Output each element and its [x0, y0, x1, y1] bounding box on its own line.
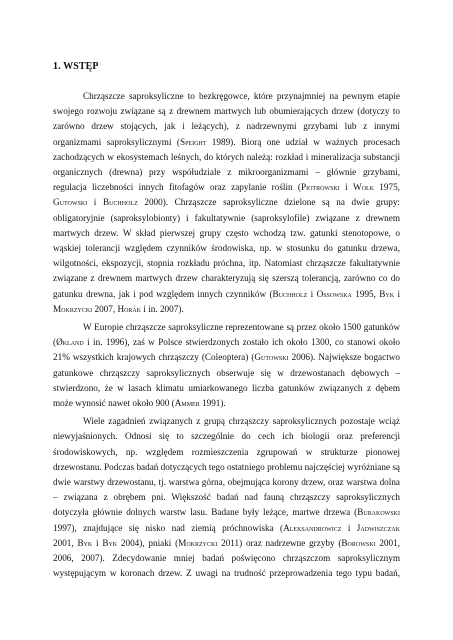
text-line: dotyczyła głównie dolnych warstw lasu. Badane były leżące, martwe drzewa (Burakowski	[53, 507, 400, 518]
text-line: organizmami saproksylicznymi (Speight 1989). Biorą one udział w ważnych procesach	[53, 136, 400, 147]
author-name: Wołk	[352, 182, 374, 193]
text-line: drzewostanu. Podczas badań dotyczących tego ostatniego problemu najczęściej wyróżniane są	[53, 461, 400, 472]
author-name: Mokrzycki	[178, 537, 218, 548]
author-name: Buchholz	[102, 197, 138, 208]
author-name: Byk	[77, 537, 93, 548]
text-line: organicznych (drewna) przy współudziale z mikroorganizmami – głównie grzybami,	[53, 167, 400, 177]
text-line: Wiele zagadnień związanych z grupą chrząszczy saproksylicznych pozostaje wciąż	[83, 416, 400, 427]
author-name: Byk	[102, 537, 118, 548]
text-line: gatunkowe chrząszczy saproksylicznych obserwuje się w drzewostanach dębowych –	[53, 367, 400, 378]
text-line: 21% wszystkich krajowych chrząszczy (Coleoptera) (Gutowski 2006). Największe bogactwo	[53, 352, 400, 363]
text-line: wilgotności, ekspozycji, stopnia rozkładu próchna, itp. Natomiast chrząszcze fakultatywnie	[53, 258, 400, 269]
author-name: Ossowska	[316, 288, 352, 299]
text-line: zarówno drzew stojących, jak i leżących), z nadrzewnymi grzybami lub z innymi	[53, 121, 400, 132]
text-line: niewyjaśnionych. Odnosi się to szczególnie do cech ich biologii oraz preferencji	[53, 431, 400, 442]
author-name: Buchholz	[272, 288, 308, 299]
text-line: stwierdzono, że w lasach klimatu umiarkowanego liczba gatunków związanych z dębem	[53, 382, 400, 393]
text-line: Gutowski i Buchholz 2000). Chrząszcze saproksyliczne dzielone są na dwie grupy:	[53, 197, 400, 208]
author-name: Økland	[56, 337, 84, 348]
text-line: może wynosić nawet około 900 (Ammer 1991).	[53, 398, 226, 408]
author-name: Ammer	[174, 398, 200, 408]
author-name: Aleksandrowicz	[283, 522, 342, 533]
text-line: środowiskowych, np. względem rozmieszczenia zgrupowań w strukturze pionowej	[53, 446, 400, 457]
text-line: Chrząszcze saproksyliczne to bezkręgowce, które przynajmniej na pewnym etapie	[83, 91, 400, 101]
text-line: związane z drewnem martwych drzew charakteryzują się szerszą tolerancją, zarówno co do	[53, 273, 400, 284]
author-name: Jadwiszczak	[356, 522, 400, 533]
text-line: – związana z obrębem pni. Większość badań nad fauną chrząszczy saproksylicznych	[53, 492, 400, 503]
text-line: regulacja liczebności innych fitofagów oraz zapylanie roślin (Piotrowski i Wołk 1975,	[53, 182, 400, 193]
text-line: Mokrzycki 2007, Horák i in. 2007).	[53, 303, 184, 314]
author-name: Borowski	[341, 537, 376, 548]
author-name: Burakowski	[357, 507, 400, 518]
text-line: 2006, 2007). Zdecydowanie mniej badań poświęcono chrząszczom saproksylicznym	[53, 553, 400, 563]
text-line: martwych drzew. W skład pierwszej grupy często wchodzą tzw. gatunki stenotopowe, o	[53, 227, 400, 238]
author-name: Gutowski	[254, 352, 289, 363]
text-line: dwie warstwy drzewostanu, tj. warstwa górna, obejmująca korony drzew, oraz warstwa dolna	[53, 477, 400, 487]
section-heading: 1. WSTĘP	[53, 61, 99, 72]
text-line: wąskiej tolerancji względem czynników środowiska, np. w stosunku do gatunku drzewa,	[53, 243, 400, 253]
text-line: swojego rozwoju związane są z drewnem martwych lub obumierających drzew (dotyczy to	[53, 106, 400, 117]
text-line: obligatoryjnie (saproksylobionty) i fakultatywnie (saproksylofile) związane z drewnem	[53, 212, 400, 223]
author-name: Byk	[379, 288, 395, 299]
text-line: (Økland i in. 1996), zaś w Polsce stwierdzonych zostało ich około 1300, co stanowi około	[53, 337, 400, 348]
author-name: Mokrzycki	[53, 303, 93, 314]
text-line: występującym w koronach drzew. Z uwagi na trudność przeprowadzenia tego typu badań,	[53, 568, 400, 579]
author-name: Horák	[117, 303, 142, 314]
text-line: W Europie chrząszcze saproksyliczne reprezentowane są przez około 1500 gatunków	[83, 322, 400, 332]
author-name: Piotrowski	[300, 182, 340, 193]
text-line: zachodzących w ekosystemach leśnych, do których należą: rozkład i mineralizacja substancji	[53, 151, 400, 162]
text-line: gatunku drewna, jak i pod względem innych czynników (Buchholz i Ossowska 1995, Byk i	[53, 288, 400, 299]
author-name: Speight	[179, 136, 207, 147]
text-line: 2001, Byk i Byk 2004), pniaki (Mokrzycki 2011) oraz nadrzewne grzyby (Borowski 2001,	[53, 537, 400, 548]
text-line: 1997), znajdujące się nisko nad ziemią próchnowiska (Aleksandrowicz i Jadwiszczak	[53, 522, 400, 533]
author-name: Gutowski	[53, 197, 88, 208]
